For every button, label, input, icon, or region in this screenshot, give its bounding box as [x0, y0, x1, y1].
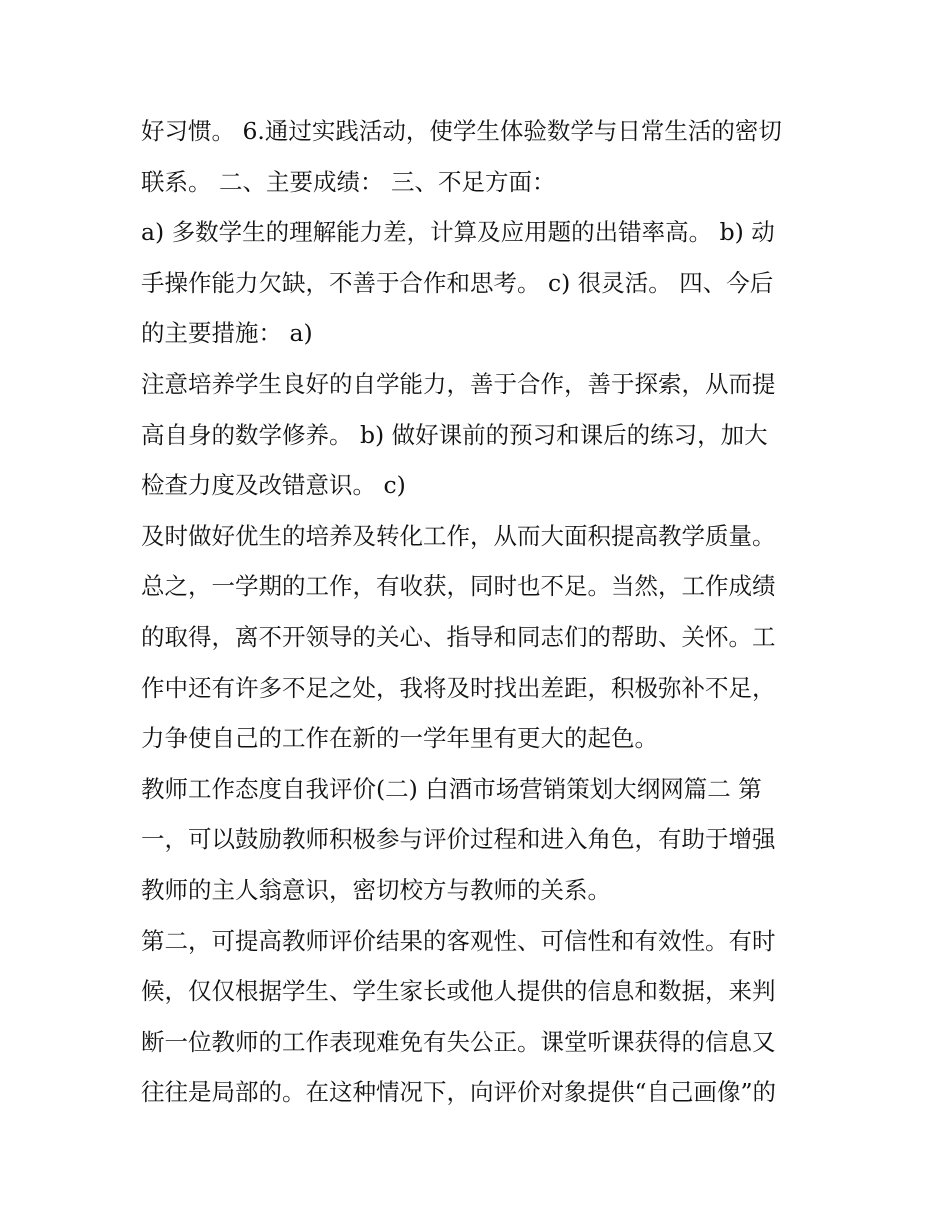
text-line: 断一位教师的工作表现难免有失公正。课堂听课获得的信息又	[141, 1027, 776, 1056]
text-line: 及时做好优生的培养及转化工作，从而大面积提高教学质量。	[141, 521, 776, 550]
text-line: 往往是局部的。在这种情况下，向评价对象提供“自己画像”的	[141, 1078, 777, 1107]
text-line: 教师的主人翁意识，密切校方与教师的关系。	[141, 875, 611, 904]
text-line: 联系。 二、主要成绩： 三、不足方面：	[141, 167, 556, 196]
document-body	[141, 106, 821, 1118]
text-line: 的主要措施： a)	[141, 319, 313, 348]
text-line: a) 多数学生的理解能力差，计算及应用题的出错率高。 b) 动	[141, 218, 775, 247]
text-line: 手操作能力欠缺，不善于合作和思考。 c) 很灵活。 四、今后	[141, 268, 774, 297]
text-line: 注意培养学生良好的自学能力，善于合作，善于探索，从而提	[141, 369, 776, 398]
text-line: 一，可以鼓励教师积极参与评价过程和进入角色，有助于增强	[141, 825, 776, 854]
text-line: 总之，一学期的工作，有收获，同时也不足。当然，工作成绩	[141, 572, 776, 601]
text-line: 高自身的数学修养。 b) 做好课前的预习和课后的练习，加大	[141, 420, 768, 449]
text-line: 教师工作态度自我评价(二) 白酒市场营销策划大纲网篇二 第	[141, 774, 762, 803]
text-line: 候，仅仅根据学生、学生家长或他人提供的信息和数据，来判	[141, 977, 776, 1006]
text-line: 作中还有许多不足之处，我将及时找出差距，积极弥补不足，	[141, 673, 776, 702]
text-line: 第二，可提高教师评价结果的客观性、可信性和有效性。有时	[141, 926, 776, 955]
text-line: 力争使自己的工作在新的一学年里有更大的起色。	[141, 724, 658, 753]
text-line: 好习惯。 6.通过实践活动，使学生体验数学与日常生活的密切	[141, 117, 782, 145]
text-line: 的取得，离不开领导的关心、指导和同志们的帮助、关怀。工	[141, 622, 776, 651]
text-line: 检查力度及改错意识。 c)	[141, 471, 406, 500]
